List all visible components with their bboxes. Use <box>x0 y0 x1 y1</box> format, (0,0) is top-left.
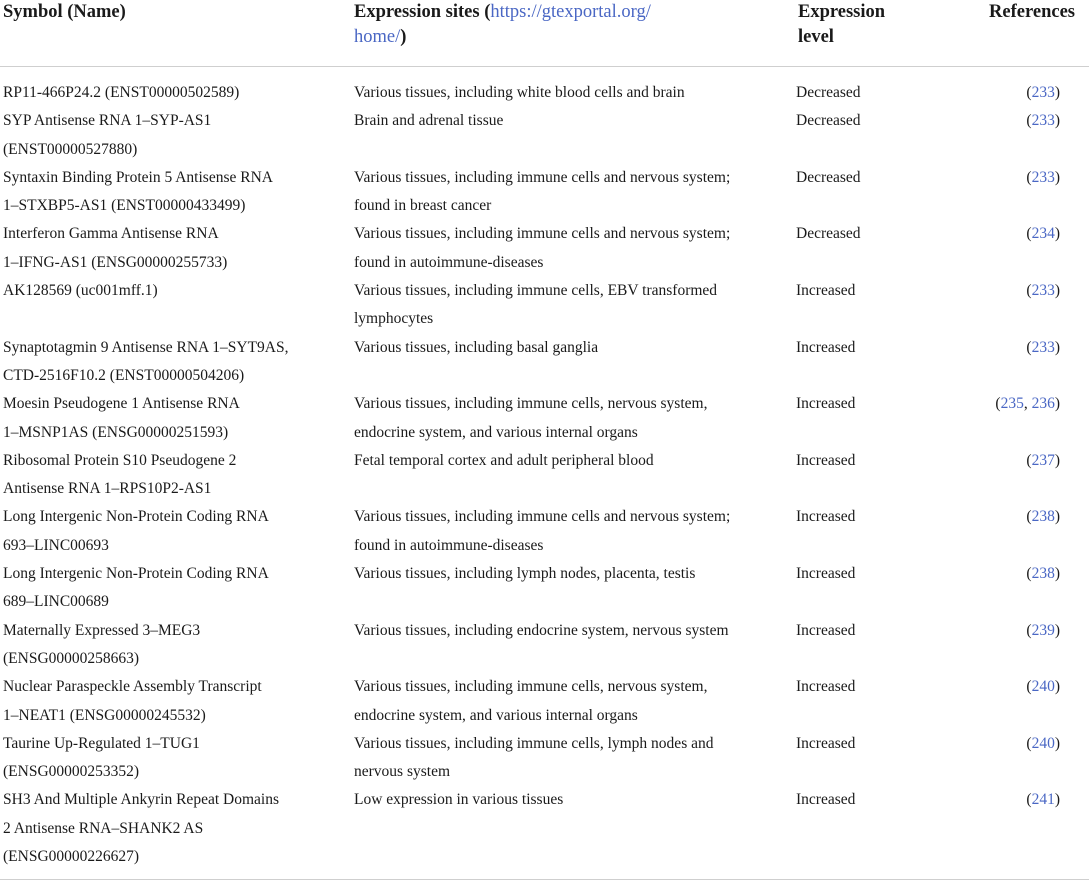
references-cell: (233) <box>1026 112 1060 130</box>
expression-sites-cell: Various tissues, including basal ganglia <box>354 338 599 356</box>
header-row <box>0 0 1089 67</box>
expression-sites-cell: Various tissues, including lymph nodes, placenta, testis <box>354 565 696 583</box>
expression-sites-cell: Various tissues, including white blood cells and brain <box>354 84 685 101</box>
reference-link[interactable]: 238 <box>1031 565 1055 583</box>
header-symbol: Symbol (Name) <box>0 0 351 67</box>
header-references: References <box>937 0 1089 67</box>
table-row <box>0 67 1089 108</box>
references-cell: (233) <box>1026 338 1060 356</box>
reference-link[interactable]: 233 <box>1031 112 1055 130</box>
expression-sites-cell: Various tissues, including immune cells, nervous system, endocrine system, and various internal organs <box>354 678 708 724</box>
expression-sites-cell: Various tissues, including immune cells, nervous system, endocrine system, and various internal organs <box>354 395 708 441</box>
expression-level-cell: Increased <box>796 508 856 526</box>
expression-level-cell: Increased <box>796 395 856 413</box>
table-row <box>0 673 1089 730</box>
header-expression-sites: Expression sites (https://gtexportal.org/ home/) <box>351 0 795 67</box>
expression-level-cell: Decreased <box>796 84 861 101</box>
table-row <box>0 786 1089 871</box>
reference-link[interactable]: 233 <box>1031 282 1055 300</box>
expression-level-cell: Decreased <box>796 225 861 243</box>
reference-link[interactable]: 239 <box>1031 621 1055 639</box>
reference-link[interactable]: 234 <box>1031 225 1055 243</box>
references-cell: (233) <box>1026 84 1060 101</box>
reference-link[interactable]: 235 <box>1000 395 1024 413</box>
symbol-cell: Ribosomal Protein S10 Pseudogene 2 Antisense RNA 1–RPS10P2-AS1 <box>3 451 237 498</box>
table-row <box>0 390 1089 447</box>
table-row <box>0 164 1089 221</box>
symbol-cell: Syntaxin Binding Protein 5 Antisense RNA 1–STXBP5-AS1 (ENST00000433499) <box>3 168 273 215</box>
expression-level-cell: Increased <box>796 678 856 696</box>
table-row <box>0 334 1089 391</box>
reference-link[interactable]: 233 <box>1031 84 1055 101</box>
expression-sites-cell: Various tissues, including endocrine system, nervous system <box>354 621 729 639</box>
symbol-cell: Synaptotagmin 9 Antisense RNA 1–SYT9AS, CTD-2516F10.2 (ENST00000504206) <box>3 338 289 384</box>
reference-link[interactable]: 240 <box>1031 678 1055 696</box>
symbol-cell: Long Intergenic Non-Protein Coding RNA 689–LINC00689 <box>3 565 269 611</box>
table-bottom-rule <box>0 879 1089 880</box>
symbol-cell: RP11-466P24.2 (ENST00000502589) <box>3 84 240 101</box>
expression-level-cell: Increased <box>796 282 856 300</box>
symbol-cell: Taurine Up-Regulated 1–TUG1 (ENSG00000253352) <box>3 734 200 781</box>
reference-link[interactable]: 233 <box>1031 168 1055 186</box>
expression-level-cell: Increased <box>796 734 856 752</box>
table-row <box>0 107 1089 164</box>
expression-sites-cell: Fetal temporal cortex and adult peripheral blood <box>354 451 654 469</box>
expression-sites-cell: Various tissues, including immune cells and nervous system; found in autoimmune-diseases <box>354 508 731 554</box>
symbol-cell: Moesin Pseudogene 1 Antisense RNA 1–MSNP1AS (ENSG00000251593) <box>3 395 240 441</box>
references-cell: (241) <box>1026 791 1060 809</box>
expression-sites-cell: Various tissues, including immune cells and nervous system; found in autoimmune-diseases <box>354 225 731 271</box>
table-row <box>0 617 1089 674</box>
references-cell: (240) <box>1026 678 1060 696</box>
symbol-cell: Long Intergenic Non-Protein Coding RNA 693–LINC00693 <box>3 508 269 554</box>
gtex-portal-link[interactable]: https://gtexportal.org/ home/ <box>354 2 651 47</box>
table-row <box>0 560 1089 617</box>
symbol-cell: Nuclear Paraspeckle Assembly Transcript 1–NEAT1 (ENSG00000245532) <box>3 678 262 724</box>
symbol-cell: AK128569 (uc001mff.1) <box>3 282 158 300</box>
expression-level-cell: Increased <box>796 621 856 639</box>
expression-sites-cell: Various tissues, including immune cells and nervous system; found in breast cancer <box>354 168 731 215</box>
table-row <box>0 447 1089 504</box>
references-cell: (233) <box>1026 282 1060 300</box>
header-expression-level: Expression level <box>795 0 937 67</box>
references-cell: (235, 236) <box>995 395 1060 413</box>
expression-level-cell: Increased <box>796 791 856 809</box>
symbol-cell: SYP Antisense RNA 1–SYP-AS1 (ENST00000527880) <box>3 112 212 158</box>
expression-sites-cell: Low expression in various tissues <box>354 791 564 809</box>
expression-sites-cell: Various tissues, including immune cells, EBV transformed lymphocytes <box>354 282 718 328</box>
references-cell: (237) <box>1026 451 1060 469</box>
references-cell: (238) <box>1026 565 1060 583</box>
references-cell: (240) <box>1026 734 1060 752</box>
expression-level-cell: Decreased <box>796 168 861 186</box>
expression-level-cell: Increased <box>796 338 856 356</box>
symbol-cell: Maternally Expressed 3–MEG3 (ENSG00000258663) <box>3 621 201 667</box>
expression-level-cell: Increased <box>796 565 856 583</box>
table-row <box>0 277 1089 334</box>
reference-link[interactable]: 236 <box>1031 395 1055 413</box>
reference-link[interactable]: 233 <box>1031 338 1055 356</box>
references-cell: (233) <box>1026 168 1060 186</box>
table-header <box>0 0 1089 67</box>
expression-sites-cell: Brain and adrenal tissue <box>354 112 504 130</box>
table-body <box>0 67 1089 872</box>
reference-link[interactable]: 237 <box>1031 451 1055 469</box>
symbol-cell: Interferon Gamma Antisense RNA 1–IFNG-AS1 (ENSG00000255733) <box>3 225 228 271</box>
references-cell: (238) <box>1026 508 1060 526</box>
table-row <box>0 220 1089 277</box>
expression-level-cell: Decreased <box>796 112 861 130</box>
reference-link[interactable]: 241 <box>1031 791 1055 809</box>
expression-level-cell: Increased <box>796 451 856 469</box>
reference-link[interactable]: 238 <box>1031 508 1055 526</box>
table-row <box>0 503 1089 560</box>
symbol-cell: SH3 And Multiple Ankyrin Repeat Domains 2 Antisense RNA–SHANK2 AS (ENSG00000226627) <box>3 791 279 866</box>
expression-sites-cell: Various tissues, including immune cells, lymph nodes and nervous system <box>354 734 714 781</box>
references-cell: (234) <box>1026 225 1060 243</box>
table-row <box>0 730 1089 787</box>
reference-link[interactable]: 240 <box>1031 734 1055 752</box>
references-cell: (239) <box>1026 621 1060 639</box>
